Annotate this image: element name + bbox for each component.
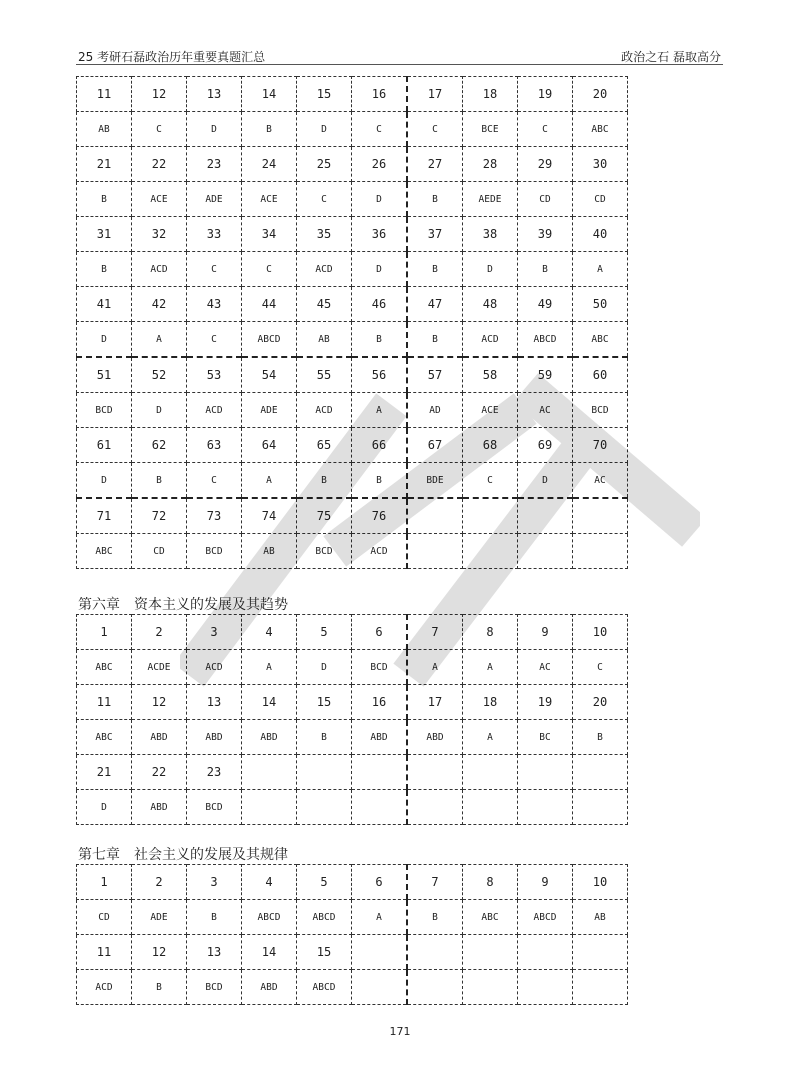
question-number-cell: 11 xyxy=(77,935,132,970)
answer-cell: B xyxy=(77,252,132,287)
answer-cell xyxy=(463,790,518,825)
answer-cell: C xyxy=(352,112,408,147)
answer-cell: ACD xyxy=(297,252,352,287)
answer-row xyxy=(77,534,628,569)
answer-cell: CD xyxy=(132,534,187,569)
question-number-cell xyxy=(518,498,573,534)
answer-cell xyxy=(407,790,463,825)
answer-cell: ACD xyxy=(77,970,132,1005)
answer-cell: ABC xyxy=(77,534,132,569)
question-number-cell: 28 xyxy=(463,147,518,182)
answer-cell: ABD xyxy=(352,720,408,755)
question-number-cell: 5 xyxy=(297,865,352,900)
question-number-row xyxy=(77,287,628,322)
answer-cell: ADE xyxy=(132,900,187,935)
question-number-cell: 18 xyxy=(463,685,518,720)
question-number-cell: 41 xyxy=(77,287,132,322)
answer-cell: D xyxy=(463,252,518,287)
question-number-cell xyxy=(242,755,297,790)
answer-cell: ABC xyxy=(77,650,132,685)
answer-cell: ABC xyxy=(77,720,132,755)
question-number-cell: 32 xyxy=(132,217,187,252)
answer-cell: D xyxy=(518,463,573,499)
answer-row xyxy=(77,112,628,147)
answer-cell: AB xyxy=(297,322,352,358)
answer-cell: BCD xyxy=(187,534,242,569)
answer-cell: BCD xyxy=(77,393,132,428)
answer-cell: B xyxy=(518,252,573,287)
question-number-cell: 16 xyxy=(352,77,408,112)
answer-cell xyxy=(463,534,518,569)
question-number-cell xyxy=(407,498,463,534)
question-number-cell: 34 xyxy=(242,217,297,252)
question-number-row xyxy=(77,755,628,790)
question-number-cell: 15 xyxy=(297,935,352,970)
question-number-cell: 45 xyxy=(297,287,352,322)
answer-cell: ACE xyxy=(242,182,297,217)
question-number-cell: 49 xyxy=(518,287,573,322)
question-number-cell xyxy=(407,755,463,790)
answer-cell xyxy=(407,970,463,1005)
question-number-cell: 21 xyxy=(77,147,132,182)
answer-cell: ADE xyxy=(242,393,297,428)
answer-cell: C xyxy=(407,112,463,147)
question-number-cell: 21 xyxy=(77,755,132,790)
answer-cell: D xyxy=(187,112,242,147)
answer-cell: ACD xyxy=(352,534,408,569)
question-number-cell: 17 xyxy=(407,685,463,720)
answer-cell: C xyxy=(463,463,518,499)
question-number-cell xyxy=(352,935,408,970)
answer-cell: A xyxy=(463,650,518,685)
answer-cell: D xyxy=(297,650,352,685)
answer-cell: ABD xyxy=(242,720,297,755)
answer-cell: B xyxy=(407,322,463,358)
answer-cell: B xyxy=(407,900,463,935)
answer-cell: AC xyxy=(518,650,573,685)
answer-row xyxy=(77,790,628,825)
question-number-cell: 10 xyxy=(573,865,628,900)
question-number-cell: 26 xyxy=(352,147,408,182)
answer-cell: C xyxy=(242,252,297,287)
question-number-cell: 19 xyxy=(518,77,573,112)
answer-cell: AC xyxy=(518,393,573,428)
question-number-row xyxy=(77,147,628,182)
question-number-cell: 7 xyxy=(407,615,463,650)
answer-cell: A xyxy=(573,252,628,287)
question-number-cell: 4 xyxy=(242,865,297,900)
question-number-cell: 15 xyxy=(297,685,352,720)
answer-cell: D xyxy=(77,790,132,825)
question-number-cell: 72 xyxy=(132,498,187,534)
question-number-cell xyxy=(573,755,628,790)
question-number-cell: 14 xyxy=(242,685,297,720)
question-number-cell: 37 xyxy=(407,217,463,252)
question-number-cell: 22 xyxy=(132,147,187,182)
question-number-cell: 39 xyxy=(518,217,573,252)
question-number-cell: 16 xyxy=(352,685,408,720)
answer-cell: D xyxy=(77,322,132,358)
answer-cell xyxy=(352,790,408,825)
question-number-cell xyxy=(297,755,352,790)
page-header xyxy=(76,46,723,65)
answer-cell: ABD xyxy=(407,720,463,755)
question-number-cell: 22 xyxy=(132,755,187,790)
answer-cell: ABD xyxy=(132,720,187,755)
answer-cell: C xyxy=(518,112,573,147)
question-number-cell: 23 xyxy=(187,755,242,790)
question-number-cell: 18 xyxy=(463,77,518,112)
question-number-cell: 66 xyxy=(352,428,408,463)
question-number-cell: 35 xyxy=(297,217,352,252)
answer-cell: A xyxy=(242,650,297,685)
answer-cell: BCD xyxy=(297,534,352,569)
question-number-cell: 31 xyxy=(77,217,132,252)
chapter6-title: 第六章 资本主义的发展及其趋势 xyxy=(78,597,288,613)
question-number-cell: 25 xyxy=(297,147,352,182)
question-number-cell xyxy=(352,755,408,790)
question-number-cell: 27 xyxy=(407,147,463,182)
question-number-row xyxy=(77,685,628,720)
question-number-cell: 9 xyxy=(518,865,573,900)
answer-cell: C xyxy=(187,252,242,287)
question-number-cell: 44 xyxy=(242,287,297,322)
answer-cell: ACD xyxy=(187,393,242,428)
answer-cell: B xyxy=(297,720,352,755)
answer-cell xyxy=(242,790,297,825)
answer-cell: ABC xyxy=(573,112,628,147)
answer-cell: ABC xyxy=(573,322,628,358)
question-number-cell xyxy=(463,935,518,970)
question-number-cell: 58 xyxy=(463,357,518,393)
question-number-cell: 48 xyxy=(463,287,518,322)
question-number-cell: 8 xyxy=(463,615,518,650)
answer-cell: AD xyxy=(407,393,463,428)
answer-table-chapter5 xyxy=(76,76,628,569)
answer-cell: ACE xyxy=(463,393,518,428)
question-number-row xyxy=(77,935,628,970)
question-number-cell: 56 xyxy=(352,357,408,393)
answer-cell: BCD xyxy=(187,970,242,1005)
question-number-cell: 67 xyxy=(407,428,463,463)
question-number-cell: 5 xyxy=(297,615,352,650)
answer-cell xyxy=(573,790,628,825)
answer-cell: C xyxy=(132,112,187,147)
question-number-cell: 12 xyxy=(132,77,187,112)
answer-cell: BCD xyxy=(573,393,628,428)
answer-cell: CD xyxy=(518,182,573,217)
answer-cell: BC xyxy=(518,720,573,755)
question-number-cell: 13 xyxy=(187,685,242,720)
answer-cell: BDE xyxy=(407,463,463,499)
question-number-cell: 17 xyxy=(407,77,463,112)
answer-cell xyxy=(518,970,573,1005)
answer-cell: B xyxy=(407,252,463,287)
answer-cell: A xyxy=(352,393,408,428)
answer-cell: D xyxy=(352,252,408,287)
answer-cell: D xyxy=(132,393,187,428)
question-number-cell: 76 xyxy=(352,498,408,534)
question-number-cell: 69 xyxy=(518,428,573,463)
question-number-row xyxy=(77,865,628,900)
question-number-cell: 65 xyxy=(297,428,352,463)
answer-cell: ABCD xyxy=(518,900,573,935)
answer-cell: ACD xyxy=(463,322,518,358)
answer-cell: ABCD xyxy=(518,322,573,358)
answer-cell: ABCD xyxy=(297,970,352,1005)
answer-cell xyxy=(297,790,352,825)
question-number-row xyxy=(77,77,628,112)
question-number-cell: 14 xyxy=(242,935,297,970)
answer-cell: C xyxy=(187,322,242,358)
question-number-cell: 19 xyxy=(518,685,573,720)
answer-row xyxy=(77,970,628,1005)
answer-row xyxy=(77,393,628,428)
answer-cell xyxy=(518,534,573,569)
answer-table-chapter7 xyxy=(76,864,628,1005)
question-number-cell: 68 xyxy=(463,428,518,463)
question-number-cell: 42 xyxy=(132,287,187,322)
question-number-cell: 11 xyxy=(77,685,132,720)
answer-cell: BCD xyxy=(187,790,242,825)
question-number-cell: 47 xyxy=(407,287,463,322)
chapter7-title: 第七章 社会主义的发展及其规律 xyxy=(78,847,288,863)
answer-cell: ACD xyxy=(132,252,187,287)
answer-cell: D xyxy=(352,182,408,217)
question-number-cell: 59 xyxy=(518,357,573,393)
question-number-cell: 46 xyxy=(352,287,408,322)
answer-cell: B xyxy=(132,970,187,1005)
answer-cell: D xyxy=(77,463,132,499)
question-number-cell: 52 xyxy=(132,357,187,393)
answer-row xyxy=(77,463,628,499)
question-number-cell: 53 xyxy=(187,357,242,393)
question-number-cell: 40 xyxy=(573,217,628,252)
question-number-cell xyxy=(518,755,573,790)
answer-cell: ABD xyxy=(187,720,242,755)
question-number-cell xyxy=(407,935,463,970)
question-number-cell: 71 xyxy=(77,498,132,534)
answer-row xyxy=(77,252,628,287)
answer-cell: B xyxy=(573,720,628,755)
question-number-cell xyxy=(573,498,628,534)
question-number-cell: 4 xyxy=(242,615,297,650)
answer-cell: ABCD xyxy=(242,900,297,935)
question-number-cell: 23 xyxy=(187,147,242,182)
answer-cell: C xyxy=(187,463,242,499)
question-number-cell: 60 xyxy=(573,357,628,393)
answer-cell: B xyxy=(407,182,463,217)
question-number-cell: 13 xyxy=(187,77,242,112)
question-number-row xyxy=(77,615,628,650)
answer-row xyxy=(77,322,628,358)
question-number-cell: 62 xyxy=(132,428,187,463)
answer-cell: C xyxy=(297,182,352,217)
answer-cell: B xyxy=(132,463,187,499)
answer-cell: AB xyxy=(77,112,132,147)
question-number-cell: 61 xyxy=(77,428,132,463)
answer-cell xyxy=(407,534,463,569)
question-number-cell xyxy=(518,935,573,970)
answer-cell xyxy=(352,970,408,1005)
answer-cell: B xyxy=(187,900,242,935)
question-number-cell: 30 xyxy=(573,147,628,182)
answer-cell: ACD xyxy=(187,650,242,685)
question-number-cell: 51 xyxy=(77,357,132,393)
question-number-cell: 20 xyxy=(573,77,628,112)
answer-cell: AC xyxy=(573,463,628,499)
question-number-cell: 2 xyxy=(132,865,187,900)
answer-cell: B xyxy=(352,463,408,499)
answer-cell: C xyxy=(573,650,628,685)
question-number-cell: 15 xyxy=(297,77,352,112)
question-number-cell: 9 xyxy=(518,615,573,650)
answer-cell: ABC xyxy=(463,900,518,935)
question-number-row xyxy=(77,357,628,393)
answer-cell: B xyxy=(352,322,408,358)
question-number-cell: 55 xyxy=(297,357,352,393)
answer-row xyxy=(77,720,628,755)
question-number-cell: 33 xyxy=(187,217,242,252)
answer-cell: AB xyxy=(242,534,297,569)
answer-cell: ABCD xyxy=(242,322,297,358)
answer-cell: ABD xyxy=(132,790,187,825)
answer-cell: CD xyxy=(573,182,628,217)
answer-row xyxy=(77,650,628,685)
question-number-cell: 43 xyxy=(187,287,242,322)
question-number-cell: 13 xyxy=(187,935,242,970)
answer-table-chapter6 xyxy=(76,614,628,825)
question-number-cell: 54 xyxy=(242,357,297,393)
answer-cell: A xyxy=(352,900,408,935)
answer-cell: B xyxy=(242,112,297,147)
answer-cell: A xyxy=(407,650,463,685)
page-number: 171 xyxy=(389,1025,411,1038)
question-number-cell: 50 xyxy=(573,287,628,322)
question-number-cell: 63 xyxy=(187,428,242,463)
question-number-cell: 12 xyxy=(132,685,187,720)
question-number-cell: 36 xyxy=(352,217,408,252)
answer-cell: BCE xyxy=(463,112,518,147)
answer-cell: ACDE xyxy=(132,650,187,685)
question-number-cell xyxy=(573,935,628,970)
answer-cell xyxy=(463,970,518,1005)
answer-cell: A xyxy=(463,720,518,755)
answer-cell: ABCD xyxy=(297,900,352,935)
answer-cell: ADE xyxy=(187,182,242,217)
question-number-cell: 3 xyxy=(187,865,242,900)
answer-cell xyxy=(573,534,628,569)
answer-cell: A xyxy=(242,463,297,499)
question-number-cell: 38 xyxy=(463,217,518,252)
header-slogan: 政治之石 磊取高分 xyxy=(621,50,721,64)
question-number-cell: 73 xyxy=(187,498,242,534)
question-number-cell: 2 xyxy=(132,615,187,650)
question-number-cell: 74 xyxy=(242,498,297,534)
question-number-cell: 8 xyxy=(463,865,518,900)
answer-cell xyxy=(518,790,573,825)
question-number-cell: 10 xyxy=(573,615,628,650)
question-number-cell: 6 xyxy=(352,865,408,900)
answer-row xyxy=(77,182,628,217)
question-number-cell: 57 xyxy=(407,357,463,393)
answer-cell: BCD xyxy=(352,650,408,685)
question-number-cell xyxy=(463,498,518,534)
question-number-cell: 1 xyxy=(77,865,132,900)
question-number-cell: 70 xyxy=(573,428,628,463)
question-number-cell: 24 xyxy=(242,147,297,182)
answer-cell: CD xyxy=(77,900,132,935)
question-number-cell: 75 xyxy=(297,498,352,534)
header-title: 25 考研石磊政治历年重要真题汇总 xyxy=(78,50,266,64)
answer-cell: ACE xyxy=(132,182,187,217)
answer-row xyxy=(77,900,628,935)
question-number-cell: 64 xyxy=(242,428,297,463)
question-number-row xyxy=(77,498,628,534)
question-number-cell: 29 xyxy=(518,147,573,182)
answer-cell: D xyxy=(297,112,352,147)
answer-cell: B xyxy=(297,463,352,499)
answer-cell: B xyxy=(77,182,132,217)
question-number-row xyxy=(77,428,628,463)
question-number-cell: 1 xyxy=(77,615,132,650)
answer-cell xyxy=(573,970,628,1005)
answer-cell: ACD xyxy=(297,393,352,428)
answer-cell: AB xyxy=(573,900,628,935)
answer-cell: A xyxy=(132,322,187,358)
answer-cell: ABD xyxy=(242,970,297,1005)
question-number-cell: 7 xyxy=(407,865,463,900)
question-number-cell: 11 xyxy=(77,77,132,112)
answer-cell: AEDE xyxy=(463,182,518,217)
question-number-cell: 14 xyxy=(242,77,297,112)
question-number-cell: 20 xyxy=(573,685,628,720)
question-number-row xyxy=(77,217,628,252)
question-number-cell: 3 xyxy=(187,615,242,650)
question-number-cell: 12 xyxy=(132,935,187,970)
question-number-cell: 6 xyxy=(352,615,408,650)
question-number-cell xyxy=(463,755,518,790)
